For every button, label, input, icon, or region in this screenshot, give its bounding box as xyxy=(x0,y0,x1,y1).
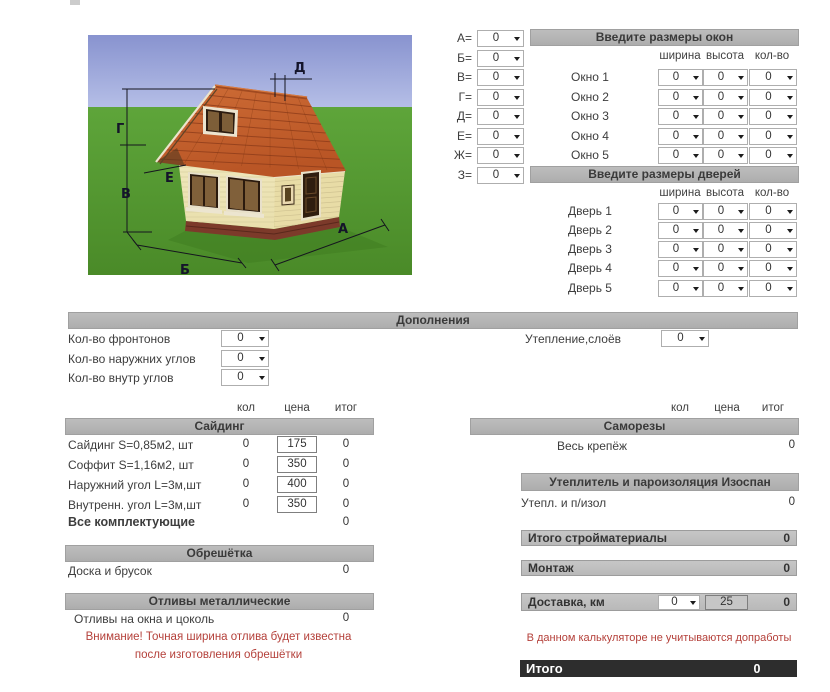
board-timber-label: Доска и брусок xyxy=(68,564,152,578)
door-3-height-select[interactable]: 0 xyxy=(703,241,748,258)
insulation-section-header: Утеплитель и пароизоляция Изоспан xyxy=(521,473,799,491)
dim-label-z-eq: З= xyxy=(457,168,472,182)
materials-total-value: 0 xyxy=(783,531,790,545)
window-2-height-select[interactable]: 0 xyxy=(703,89,748,106)
dropdown-arrow-icon xyxy=(787,135,793,139)
lathing-section-header: Обрешётка xyxy=(65,545,374,562)
all-components-total: 0 xyxy=(342,516,350,528)
dim-select-d[interactable]: 0 xyxy=(477,108,524,125)
door-4-count-select[interactable]: 0 xyxy=(749,260,797,277)
montage-bar xyxy=(521,560,797,576)
door-5-height-select[interactable]: 0 xyxy=(703,280,748,297)
window-5-label: Окно 5 xyxy=(571,148,609,162)
door-5-width-select[interactable]: 0 xyxy=(658,280,703,297)
materials-total-bar xyxy=(521,530,797,546)
dim-select-e[interactable]: 0 xyxy=(477,128,524,145)
soffit-row-total: 0 xyxy=(342,458,350,470)
dim-select-a[interactable]: 0 xyxy=(477,30,524,47)
grand-total-label: Итого xyxy=(526,661,563,676)
dropdown-arrow-icon xyxy=(514,76,520,80)
siding-price-input[interactable]: 175 xyxy=(277,436,317,453)
window-3-count-select[interactable]: 0 xyxy=(749,108,797,125)
dropdown-arrow-icon xyxy=(738,229,744,233)
left-col-total: итог xyxy=(334,402,358,414)
dropdown-arrow-icon xyxy=(693,96,699,100)
door-1-height-select[interactable]: 0 xyxy=(703,203,748,220)
dim-select-v[interactable]: 0 xyxy=(477,69,524,86)
delivery-total: 0 xyxy=(783,595,790,609)
soffit-price-input[interactable]: 350 xyxy=(277,456,317,473)
dropdown-arrow-icon xyxy=(787,267,793,271)
door-2-width-select[interactable]: 0 xyxy=(658,222,703,239)
windows-col-width: ширина xyxy=(659,50,701,62)
outer-corner-row-label: Наружний угол L=3м,шт xyxy=(68,478,202,492)
insulation-layers-label: Утепление,слоёв xyxy=(525,332,622,346)
delivery-distance-select[interactable]: 0 xyxy=(658,595,700,610)
board-timber-total: 0 xyxy=(342,564,350,576)
dropdown-arrow-icon xyxy=(787,154,793,158)
dropdown-arrow-icon xyxy=(699,337,705,341)
windows-section-header: Введите размеры окон xyxy=(530,29,799,46)
dropdown-arrow-icon xyxy=(738,210,744,214)
dropdown-arrow-icon xyxy=(514,57,520,61)
dropdown-arrow-icon xyxy=(693,76,699,80)
window-2-width-select[interactable]: 0 xyxy=(658,89,703,106)
dropdown-arrow-icon xyxy=(693,135,699,139)
outer-corner-price-input[interactable]: 400 xyxy=(277,476,317,493)
inner-corner-row-qty: 0 xyxy=(242,498,250,510)
soffit-row-qty: 0 xyxy=(242,458,250,470)
dropdown-arrow-icon xyxy=(514,135,520,139)
flashing-section-header: Отливы металлические xyxy=(65,593,374,610)
dim-label-a-eq: А= xyxy=(456,31,472,45)
right-col-price: цена xyxy=(714,402,740,414)
dropdown-arrow-icon xyxy=(693,229,699,233)
dropdown-arrow-icon xyxy=(514,154,520,158)
siding-section-header: Сайдинг xyxy=(65,418,374,435)
dropdown-arrow-icon xyxy=(787,115,793,119)
window-right xyxy=(224,175,264,218)
window-4-count-select[interactable]: 0 xyxy=(749,128,797,145)
window-left xyxy=(186,172,222,214)
dim-label-d: Д xyxy=(294,61,306,76)
door-5-label: Дверь 5 xyxy=(568,281,612,295)
siding-row-total: 0 xyxy=(342,438,350,450)
dropdown-arrow-icon xyxy=(514,96,520,100)
gables-count-label: Кол-во фронтонов xyxy=(68,332,171,346)
delivery-label: Доставка, км xyxy=(528,595,605,609)
door-3-width-select[interactable]: 0 xyxy=(658,241,703,258)
insulation-row-label: Утепл. и п/изол xyxy=(521,496,607,510)
siding-row-label: Сайдинг S=0,85м2, шт xyxy=(68,438,194,452)
window-4-label: Окно 4 xyxy=(571,129,609,143)
dropdown-arrow-icon xyxy=(787,96,793,100)
attic-window xyxy=(203,106,238,137)
dropdown-arrow-icon xyxy=(738,115,744,119)
window-2-label: Окно 2 xyxy=(571,90,609,104)
siding-row-qty: 0 xyxy=(242,438,250,450)
window-2-count-select[interactable]: 0 xyxy=(749,89,797,106)
dropdown-arrow-icon xyxy=(693,248,699,252)
door xyxy=(301,170,321,221)
dim-label-e-eq: Е= xyxy=(456,129,472,143)
montage-value: 0 xyxy=(783,561,790,575)
extra-works-note: В данном калькуляторе не учитываются допработы xyxy=(526,632,792,644)
delivery-rate-cell[interactable]: 25 xyxy=(705,595,748,610)
dropdown-arrow-icon xyxy=(259,376,265,380)
dropdown-arrow-icon xyxy=(738,96,744,100)
dropdown-arrow-icon xyxy=(738,287,744,291)
screen-artifact xyxy=(70,0,80,5)
dim-label-g-eq: Г= xyxy=(458,90,472,104)
dropdown-arrow-icon xyxy=(738,135,744,139)
doors-col-count: кол-во xyxy=(754,187,790,199)
montage-label: Монтаж xyxy=(528,561,574,575)
right-col-qty: кол xyxy=(670,402,689,414)
dropdown-arrow-icon xyxy=(693,267,699,271)
outer-corners-count-label: Кол-во наружних углов xyxy=(68,352,196,366)
dropdown-arrow-icon xyxy=(514,174,520,178)
window-5-height-select[interactable]: 0 xyxy=(703,147,748,164)
dim-label-b: Б xyxy=(180,263,190,275)
materials-total-label: Итого стройматериалы xyxy=(528,531,667,545)
inner-corner-row-total: 0 xyxy=(342,498,350,510)
dim-label-v: В xyxy=(121,187,131,202)
inner-corners-count-label: Кол-во внутр углов xyxy=(68,371,174,385)
all-components-label: Все комплектующие xyxy=(68,515,195,529)
fasteners-label: Весь крепёж xyxy=(557,439,628,453)
window-1-width-select[interactable]: 0 xyxy=(658,69,703,86)
inner-corners-count-select[interactable]: 0 xyxy=(221,369,269,386)
dim-select-g[interactable]: 0 xyxy=(477,89,524,106)
window-5-width-select[interactable]: 0 xyxy=(658,147,703,164)
outer-corners-count-select[interactable]: 0 xyxy=(221,350,269,367)
soffit-row-label: Соффит S=1,16м2, шт xyxy=(68,458,194,472)
windows-col-count: кол-во xyxy=(754,50,790,62)
dropdown-arrow-icon xyxy=(693,287,699,291)
insulation-layers-select[interactable]: 0 xyxy=(661,330,709,347)
side-window xyxy=(282,185,294,205)
doors-col-width: ширина xyxy=(659,187,701,199)
dim-select-zh[interactable]: 0 xyxy=(477,147,524,164)
right-col-total: итог xyxy=(761,402,785,414)
windows-col-height: высота xyxy=(706,50,744,62)
window-3-width-select[interactable]: 0 xyxy=(658,108,703,125)
gables-count-select[interactable]: 0 xyxy=(221,330,269,347)
door-2-height-select[interactable]: 0 xyxy=(703,222,748,239)
dropdown-arrow-icon xyxy=(738,154,744,158)
window-3-label: Окно 3 xyxy=(571,109,609,123)
door-1-label: Дверь 1 xyxy=(568,204,612,218)
additions-section-header: Дополнения xyxy=(68,312,798,329)
door-3-count-select[interactable]: 0 xyxy=(749,241,797,258)
fasteners-total: 0 xyxy=(788,439,795,451)
dim-label-d-eq: Д= xyxy=(456,109,472,123)
door-4-label: Дверь 4 xyxy=(568,261,612,275)
left-col-qty: кол xyxy=(236,402,255,414)
flashing-row-label: Отливы на окна и цоколь xyxy=(74,612,215,626)
dim-label-a: А xyxy=(338,222,349,237)
door-4-width-select[interactable]: 0 xyxy=(658,260,703,277)
insulation-row-total: 0 xyxy=(788,496,795,508)
window-5-count-select[interactable]: 0 xyxy=(749,147,797,164)
dim-label-v-eq: В= xyxy=(456,70,472,84)
dropdown-arrow-icon xyxy=(693,154,699,158)
door-3-label: Дверь 3 xyxy=(568,242,612,256)
flashing-warning-line2: после изготовления обрешётки xyxy=(134,649,303,661)
doors-col-height: высота xyxy=(706,187,744,199)
dim-label-zh-eq: Ж= xyxy=(453,148,472,162)
door-1-width-select[interactable]: 0 xyxy=(658,203,703,220)
inner-corner-row-label: Внутренн. угол L=3м,шт xyxy=(68,498,202,512)
window-1-label: Окно 1 xyxy=(571,70,609,84)
window-3-height-select[interactable]: 0 xyxy=(703,108,748,125)
dropdown-arrow-icon xyxy=(738,248,744,252)
grand-total-value: 0 xyxy=(753,661,761,676)
dropdown-arrow-icon xyxy=(514,37,520,41)
door-2-count-select[interactable]: 0 xyxy=(749,222,797,239)
dropdown-arrow-icon xyxy=(738,76,744,80)
dropdown-arrow-icon xyxy=(738,267,744,271)
dropdown-arrow-icon xyxy=(514,115,520,119)
door-4-height-select[interactable]: 0 xyxy=(703,260,748,277)
grand-total-bar xyxy=(520,660,797,677)
dropdown-arrow-icon xyxy=(259,357,265,361)
dim-select-z[interactable]: 0 xyxy=(477,167,524,184)
dropdown-arrow-icon xyxy=(693,210,699,214)
dropdown-arrow-icon xyxy=(690,601,696,605)
door-1-count-select[interactable]: 0 xyxy=(749,203,797,220)
outer-corner-row-qty: 0 xyxy=(242,478,250,490)
dim-label-e: Е xyxy=(165,171,174,186)
flashing-row-total: 0 xyxy=(342,612,350,624)
left-col-price: цена xyxy=(284,402,310,414)
window-1-count-select[interactable]: 0 xyxy=(749,69,797,86)
dropdown-arrow-icon xyxy=(787,287,793,291)
dim-select-b[interactable]: 0 xyxy=(477,50,524,67)
door-5-count-select[interactable]: 0 xyxy=(749,280,797,297)
doors-section-header: Введите размеры дверей xyxy=(530,166,799,183)
dropdown-arrow-icon xyxy=(787,210,793,214)
dim-label-g: Г xyxy=(116,122,125,137)
dropdown-arrow-icon xyxy=(787,229,793,233)
house-diagram-image xyxy=(88,35,412,275)
dim-label-b-eq: Б= xyxy=(457,51,472,65)
dropdown-arrow-icon xyxy=(259,337,265,341)
screws-section-header: Саморезы xyxy=(470,418,799,435)
dropdown-arrow-icon xyxy=(787,248,793,252)
flashing-warning-line1: Внимание! Точная ширина отлива будет известна xyxy=(85,631,352,643)
door-2-label: Дверь 2 xyxy=(568,223,612,237)
window-4-height-select[interactable]: 0 xyxy=(703,128,748,145)
dropdown-arrow-icon xyxy=(787,76,793,80)
window-1-height-select[interactable]: 0 xyxy=(703,69,748,86)
inner-corner-price-input[interactable]: 350 xyxy=(277,496,317,513)
window-4-width-select[interactable]: 0 xyxy=(658,128,703,145)
outer-corner-row-total: 0 xyxy=(342,478,350,490)
dropdown-arrow-icon xyxy=(693,115,699,119)
